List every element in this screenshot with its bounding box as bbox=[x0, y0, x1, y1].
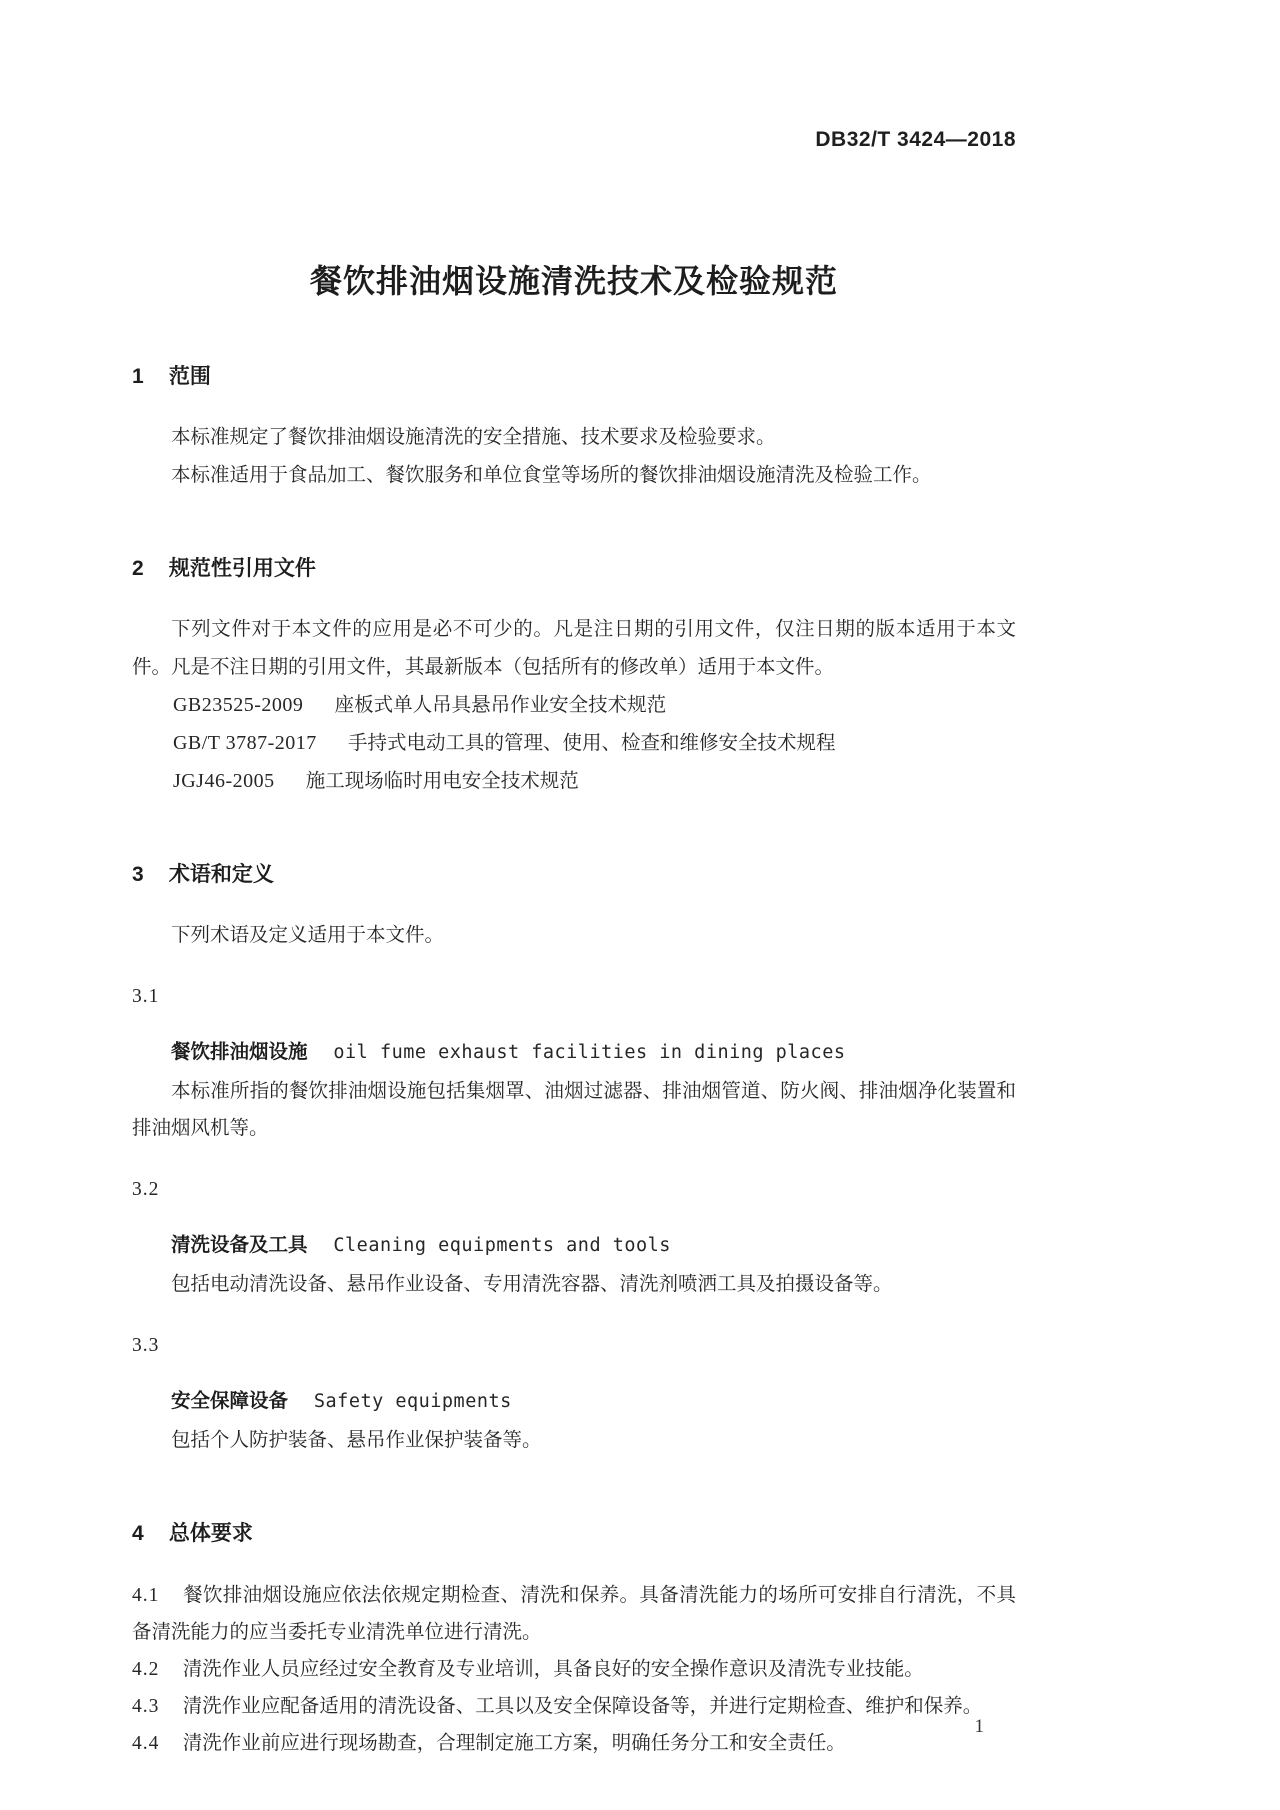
section-1-title: 范围 bbox=[168, 365, 211, 388]
reference-title: 施工现场临时用电安全技术规范 bbox=[305, 770, 579, 792]
section-2-heading bbox=[132, 554, 1016, 584]
scope-paragraph-2: 本标准适用于食品加工、餐饮服务和单位食堂等场所的餐饮排油烟设施清洗及检验工作。 bbox=[171, 464, 932, 486]
reference-item bbox=[132, 686, 1016, 724]
term-definition: 包括电动清洗设备、悬吊作业设备、专用清洗容器、清洗剂喷洒工具及拍摄设备等。 bbox=[171, 1273, 893, 1295]
term-entry bbox=[132, 980, 1016, 1147]
reference-item bbox=[132, 762, 1016, 800]
term-entry bbox=[132, 1329, 1016, 1459]
section-normative-references bbox=[132, 554, 1016, 800]
term-definition: 本标准所指的餐饮排油烟设施包括集烟罩、油烟过滤器、排油烟管道、防火阀、排油烟净化装置和排油烟风机等。 bbox=[132, 1080, 1016, 1139]
section-2-number: 2 bbox=[132, 557, 144, 580]
section-terms-definitions bbox=[132, 860, 1016, 1459]
term-entry bbox=[132, 1173, 1016, 1303]
scope-paragraph-1: 本标准规定了餐饮排油烟设施清洗的安全措施、技术要求及检验要求。 bbox=[171, 426, 776, 448]
clause-item bbox=[132, 1651, 1016, 1688]
term-name-line bbox=[132, 1034, 1016, 1071]
section-4-heading bbox=[132, 1519, 1016, 1549]
term-name-en: Safety equipments bbox=[313, 1391, 512, 1412]
reference-title: 手持式电动工具的管理、使用、检查和维修安全技术规程 bbox=[347, 732, 836, 754]
reference-item bbox=[132, 724, 1016, 762]
term-definition: 包括个人防护装备、悬吊作业保护装备等。 bbox=[171, 1429, 542, 1451]
section-4-number: 4 bbox=[132, 1522, 144, 1545]
term-number: 3.3 bbox=[132, 1335, 160, 1356]
section-1-number: 1 bbox=[132, 365, 144, 388]
clause-item bbox=[132, 1577, 1016, 1651]
term-number: 3.1 bbox=[132, 986, 160, 1007]
term-number: 3.2 bbox=[132, 1179, 160, 1200]
clause-text: 餐饮排油烟设施应依法依规定期检查、清洗和保养。具备清洗能力的场所可安排自行清洗，不具备清洗能力的应当委托专业清洗单位进行清洗。 bbox=[132, 1584, 1016, 1643]
reference-title: 座板式单人吊具悬吊作业安全技术规范 bbox=[334, 694, 667, 716]
clause-number: 4.3 bbox=[132, 1696, 160, 1717]
section-3-title: 术语和定义 bbox=[168, 863, 274, 886]
term-name-zh: 安全保障设备 bbox=[171, 1390, 289, 1412]
clause-item bbox=[132, 1688, 1016, 1725]
section-3-number: 3 bbox=[132, 863, 144, 886]
clause-list bbox=[132, 1577, 1016, 1762]
clause-item bbox=[132, 1725, 1016, 1762]
clause-number: 4.1 bbox=[132, 1585, 160, 1606]
terms-intro: 下列术语及定义适用于本文件。 bbox=[171, 924, 445, 946]
reference-code: GB/T 3787-2017 bbox=[172, 732, 317, 754]
clause-text: 清洗作业人员应经过安全教育及专业培训，具备良好的安全操作意识及清洗专业技能。 bbox=[182, 1658, 924, 1680]
clause-text: 清洗作业前应进行现场勘查，合理制定施工方案，明确任务分工和安全责任。 bbox=[182, 1732, 846, 1754]
reference-code: JGJ46-2005 bbox=[172, 770, 275, 792]
clause-number: 4.4 bbox=[132, 1733, 160, 1754]
clause-number: 4.2 bbox=[132, 1659, 160, 1680]
term-name-zh: 餐饮排油烟设施 bbox=[171, 1041, 308, 1063]
page-content bbox=[132, 0, 1016, 1762]
section-3-heading bbox=[132, 860, 1016, 890]
term-name-line bbox=[132, 1227, 1016, 1264]
document-title: 餐饮排油烟设施清洗技术及检验规范 bbox=[309, 263, 838, 299]
term-name-zh: 清洗设备及工具 bbox=[171, 1234, 308, 1256]
section-4-title: 总体要求 bbox=[168, 1522, 253, 1545]
reference-list bbox=[132, 686, 1016, 800]
term-name-en: Cleaning equipments and tools bbox=[333, 1235, 671, 1256]
term-name-en: oil fume exhaust facilities in dining places bbox=[333, 1042, 846, 1063]
standard-number: DB32/T 3424—2018 bbox=[815, 128, 1016, 151]
section-general-requirements bbox=[132, 1519, 1016, 1762]
page-number: 1 bbox=[974, 1716, 984, 1737]
clause-text: 清洗作业应配备适用的清洗设备、工具以及安全保障设备等，并进行定期检查、维护和保养。 bbox=[182, 1695, 983, 1717]
term-name-line bbox=[132, 1383, 1016, 1420]
section-2-title: 规范性引用文件 bbox=[168, 557, 316, 580]
reference-code: GB23525-2009 bbox=[172, 694, 304, 716]
section-scope bbox=[132, 362, 1016, 494]
section-1-heading bbox=[132, 362, 1016, 392]
normative-references-intro: 下列文件对于本文件的应用是必不可少的。凡是注日期的引用文件，仅注日期的版本适用于本文件。凡是不注日期的引用文件，其最新版本（包括所有的修改单）适用于本文件。 bbox=[132, 618, 1016, 678]
